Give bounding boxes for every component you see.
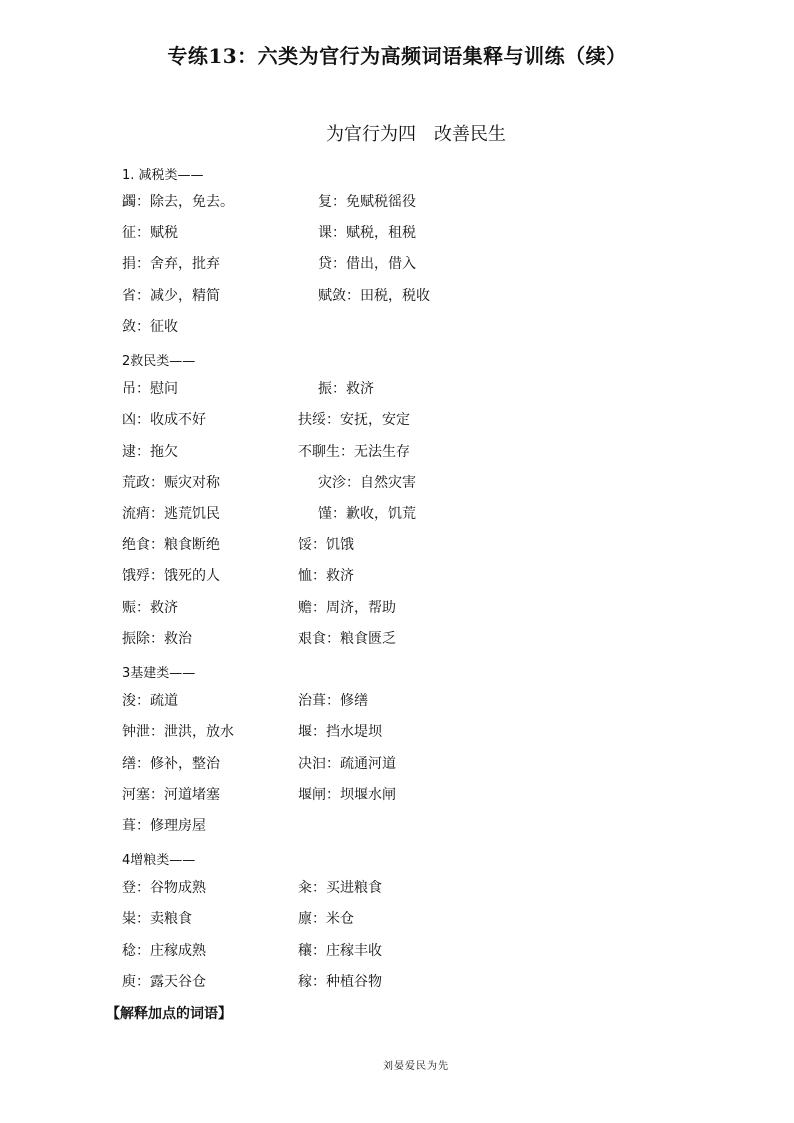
list-item [122,192,682,212]
list-item [122,941,682,961]
term-left: 征：赋税 [122,225,178,241]
term-right: 穰：庄稼丰收 [298,943,382,959]
term-right: 廪：米仓 [298,911,354,927]
list-item [122,909,682,929]
section-heading-relief: 2救民类—— [122,354,196,369]
term-left: 振除：救治 [122,631,192,647]
term-left: 流痟：逃荒饥民 [122,506,220,522]
list-item [122,566,682,586]
list-item [122,286,682,306]
list-item [122,785,682,805]
term-right: 课：赋税，租税 [318,225,416,241]
term-right: 赋敛：田税，税收 [318,288,430,304]
section-heading-tax: 1. 减税类—— [122,168,204,183]
term-left: 粜：卖粮食 [122,911,192,927]
term-left: 河塞：河道堵塞 [122,787,220,803]
list-item [122,754,682,774]
term-right: 贷：借出，借入 [318,256,416,272]
list-item [122,629,682,649]
exercise-passage-title: 刘晏爱民为先 [383,1061,449,1072]
list-item [122,223,682,243]
section-subtitle: 为官行为四 改善民生 [326,124,506,145]
term-left: 饿殍：饿死的人 [122,568,220,584]
term-right: 治葺：修缮 [298,693,368,709]
term-left: 蠲：除去，免去。 [122,194,234,210]
term-left: 吊：慰问 [122,381,178,397]
list-item [122,410,682,430]
list-item [122,598,682,618]
term-right: 恤：救济 [298,568,354,584]
term-right: 复：免赋税徭役 [318,194,416,210]
term-left: 捐：舍弃，批弃 [122,256,220,272]
term-right: 决汩：疏通河道 [298,756,396,772]
page-title: 专练13：六类为官行为高频词语集释与训练（续） [167,44,627,68]
term-left: 敛：征收 [122,319,178,335]
list-item [122,473,682,493]
term-right: 艰食：粮食匮乏 [298,631,396,647]
term-right: 赡：周济，帮助 [298,600,396,616]
term-left: 绝食：粮食断绝 [122,537,220,553]
term-right: 稼：种植谷物 [298,974,382,990]
list-item [122,878,682,898]
term-left: 登：谷物成熟 [122,880,206,896]
term-left: 缮：修补，整治 [122,756,220,772]
term-left: 赈：救济 [122,600,178,616]
exercise-heading: 【解释加点的词语】 [106,1006,232,1022]
term-right: 灾沴：自然灾害 [318,475,416,491]
term-right: 不聊生：无法生存 [298,444,410,460]
term-left: 省：减少，精简 [122,288,220,304]
term-left: 葺：修理房屋 [122,818,206,834]
term-left: 荒政：赈灾对称 [122,475,220,491]
term-right: 馁：饥饿 [298,537,354,553]
list-item [122,722,682,742]
list-item [122,972,682,992]
list-item [122,504,682,524]
list-item [122,317,682,337]
term-right: 扶绥：安抚，安定 [298,412,410,428]
section-heading-construction: 3基建类—— [122,666,196,681]
term-right: 堰闸：坝堰水闸 [298,787,396,803]
list-item [122,535,682,555]
term-left: 逮：拖欠 [122,444,178,460]
term-left: 浚：疏道 [122,693,178,709]
list-item [122,379,682,399]
term-left: 钟泄：泄洪，放水 [122,724,234,740]
list-item [122,816,682,836]
term-left: 凶：收成不好 [122,412,206,428]
term-left: 稔：庄稼成熟 [122,943,206,959]
term-right: 籴：买进粮食 [298,880,382,896]
list-item [122,442,682,462]
list-item [122,254,682,274]
term-left: 庾：露天谷仓 [122,974,206,990]
list-item [122,691,682,711]
term-right: 堰：挡水堤坝 [298,724,382,740]
section-heading-grain: 4增粮类—— [122,853,196,868]
term-right: 振：救济 [318,381,374,397]
term-right: 馑：歉收，饥荒 [318,506,416,522]
